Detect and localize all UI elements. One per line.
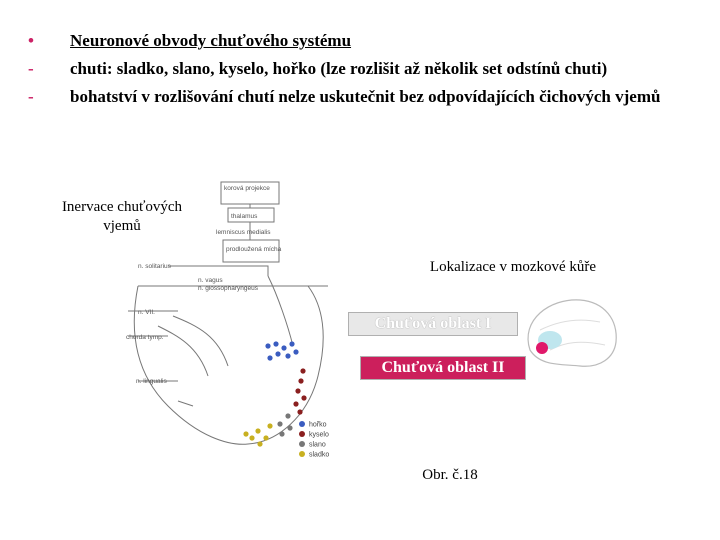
bullet-heading [28,30,668,52]
taste-area-1-box: Chuťová oblast I [348,312,518,336]
taste-receptor-dot [301,395,306,400]
taste-receptor-dot [281,345,286,350]
legend-swatch [299,451,305,457]
legend-label: sladko [309,451,330,459]
solitarius-label: n. solitarius [138,263,171,270]
bullet-taste-qualities [28,58,668,80]
taste-receptor-dot [285,413,290,418]
taste-receptor-dot [275,351,280,356]
bullet-smell-relation [28,86,668,108]
taste-receptor-dot [289,341,294,346]
taste-receptor-dot [295,388,300,393]
taste-receptor-dot [273,341,278,346]
area-2-spot [536,342,548,354]
bullet-taste-text: chuti: sladko, slano, kyselo, hořko (lze rozlišit až několik set odstínů chuti) [70,59,608,78]
taste-receptor-dot [255,428,260,433]
bullet-marker: • [28,31,34,50]
thalamus-label: thalamus [231,213,258,220]
innervation-caption: Inervace chuťových vjemů [61,199,183,234]
legend-swatch [299,441,305,447]
taste-legend [299,421,329,459]
legend-label: hořko [309,421,327,429]
brain-cortex-figure [520,290,620,372]
bullet-marker: - [28,59,34,78]
legend-label: kyselo [309,431,329,439]
taste-receptor-dots [243,341,306,446]
lemniscus-label: lemniscus medialis [216,229,271,236]
chorda-label: chorda tymp. [126,334,164,341]
bullet-heading-text: Neuronové obvody chuťového systému [70,31,352,50]
taste-receptor-dot [287,425,292,430]
taste-receptor-dot [263,435,268,440]
taste-receptor-dot [300,368,305,373]
taste-receptor-dot [265,343,270,348]
taste-receptor-dot [277,421,282,426]
vagus-label: n. vagus [198,277,223,284]
taste-receptor-dot [285,353,290,358]
bullet-marker: - [28,87,34,106]
taste-receptor-dot [267,423,272,428]
taste-receptor-dot [249,435,254,440]
localization-caption: Lokalizace v mozkové kůře [429,259,597,275]
cortex-label: korová projekce [224,185,270,192]
legend-label: slano [309,441,326,449]
figure-number: Obr. č.18 [422,467,478,483]
tongue-innervation-diagram [118,176,358,466]
taste-receptor-dot [293,349,298,354]
bullet-list [28,30,668,114]
legend-swatch [299,421,305,427]
taste-receptor-dot [243,431,248,436]
vii-label: n. VII. [138,309,155,316]
taste-receptor-dot [257,441,262,446]
bullet-smell-text: bohatství v rozlišování chutí nelze uskutečnit bez odpovídajících čichových vjemů [70,87,661,106]
taste-area-2-box: Chuťová oblast II [360,356,526,380]
taste-receptor-dot [298,378,303,383]
glosso-label: n. glossopharyngeus [198,285,258,292]
legend-swatch [299,431,305,437]
taste-receptor-dot [297,409,302,414]
taste-receptor-dot [293,401,298,406]
lingualis-label: n. lingualis [136,378,167,385]
taste-receptor-dot [279,431,284,436]
taste-receptor-dot [267,355,272,360]
medulla-label: prodloužená mícha [226,246,282,253]
